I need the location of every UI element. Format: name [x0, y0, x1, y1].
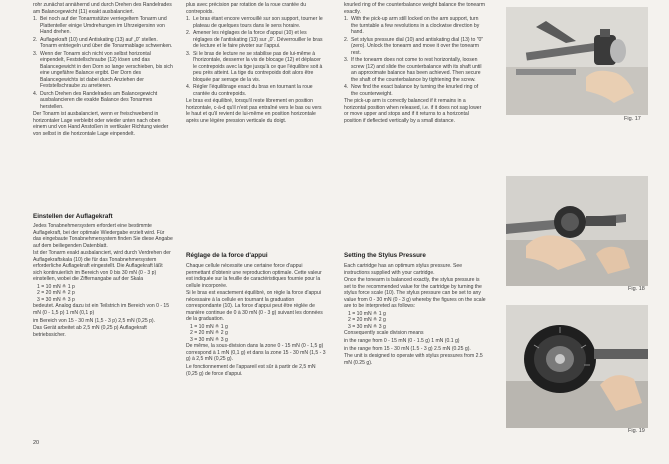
paragraph: in the range from 15 - 30 mN (1.5 - 3 g) 2.5 mN (0.25 g). — [344, 345, 471, 352]
paragraph: De même, la sous-division dans la zone 0 - 15 mN (0 - 1,5 g) correspond à 1 mN (0,1 g) et dans la zone 15 - 30 mN (1,5 - 3 g) à 2,5 mN (0,25 g). — [186, 343, 326, 363]
list-item: 4. Régler l'équilibrage exact du bras en tournant la roue crantée du contrepoids. — [186, 84, 313, 97]
paragraph: knurled ring of the counterbalance weight balance the tonearm exactly. — [344, 2, 486, 15]
balance-steps-list — [33, 16, 173, 110]
list-item: 4. Now find the exact balance by turning the knurled ring of the counterweight. — [344, 84, 479, 97]
counterweight-illustration — [506, 176, 648, 286]
scale-row: 1 = 10 mN ≙ 1 g — [348, 310, 386, 317]
paragraph: The unit is designed to operate with stylus pressures from 2.5 mN (0.25 g). — [344, 353, 483, 366]
paragraph: Chaque cellule nécessite une certaine force d'appui permettant d'obtenir une reproduction optimale. Cette valeur est indiquée sur la feuille de caractéristiques fournie pour la cellule incorporée. — [186, 263, 322, 289]
list-item: 1. Bei noch auf der Tonarmstütze verriegeltem Tonarm und Plattenteller einige Umdrehungen im Uhrzeigersinn von Hand drehen. — [33, 16, 167, 36]
scale-row: 3 = 30 mN ≙ 3 g — [348, 323, 386, 330]
balance-steps-list — [186, 16, 326, 97]
page-number: 20 — [33, 440, 40, 446]
scale-table — [186, 324, 326, 344]
list-item: 2. Set stylus pressure dial (10) and antiskating dial (13) to "0" (zero). Unlock the tonearm and move it over the tonearm rest. — [344, 36, 484, 56]
paragraph: Le bras est équilibré, lorsqu'il reste librement en position horizontale, c-à-d qu'il n'est pas entraîné vers le bas ou vers le haut et qu'il revient de lui-même en position horizontale après une légère pression verticale du doigt. — [186, 98, 322, 124]
french-stylus-section — [186, 263, 326, 378]
german-column — [33, 2, 173, 138]
paragraph: Each cartridge has an optimum stylus pressure. See instructions supplied with your cartridge. — [344, 263, 463, 276]
paragraph: in the range from 0 - 15 mN (0 - 1.5 g) 1 mN (0.1 g) — [344, 338, 460, 345]
figure-17-label: Fig. 17 — [624, 116, 641, 122]
list-item: 2. Amener les réglages de la force d'appui (10) et les réglages de l'antiskating (13) sur „0“. Déverrouiller le bras de lecture et le faire pivoter sur l'appui. — [186, 30, 323, 50]
paragraph: im Bereich von 15 - 30 mN (1,5 - 3 p) 2,5 mN (0,25 p). — [33, 317, 156, 324]
paragraph: Consequently scale division means — [344, 330, 424, 337]
figure-19-label: Fig. 19 — [628, 428, 645, 434]
list-item: 3. If the tonearm does not come to rest horizontally, loosen screw (12) and slide the counterbalance with its shaft until an approximate balance has been achieved. Then secure the shaft of the counterbalance by tightening the screw. — [344, 57, 482, 83]
paragraph: Jedes Tonabnehmersystem erfordert eine bestimmte Auflagekraft, bei der optimale Wiedergabe erzielt wird. Für das eingebaute Tonabnehmersystem finden Sie diese Angabe auf dem beiliegenden Datenblatt. — [33, 223, 173, 249]
figure-18-label: Fig. 18 — [628, 286, 645, 292]
english-stylus-section — [344, 263, 486, 368]
list-item: 1. With the pick-up arm still locked on the arm support, turn the turntable a few revolutions in a clockwise direction by hand. — [344, 16, 480, 36]
scale-row: 1 = 10 mN ≙ 1 p — [37, 283, 75, 290]
figure-17-photo — [506, 7, 648, 115]
scale-row: 2 = 20 mN ≙ 2 g — [348, 317, 386, 324]
paragraph: Ist der Tonarm exakt ausbalanciert, wird durch Verdrehen der Auflagekraftskala (10) die für das Tonabnehmersystem erforderliche Auflagekraft eingestellt. Die Auflagekraft läßt sich kontinuierlich im Bereich von 0 bis 30 mN (0 - 3 p) einstellen, wobei die Ziffernangabe auf der Skala — [33, 250, 171, 283]
scale-row: 2 = 20 mN ≙ 2 g — [190, 330, 228, 337]
list-item: 4. Durch Drehen des Randelrades am Balancegewicht ausbalancieren die exakte Balance des Tonarmes herstellen. — [33, 90, 158, 110]
section-heading: Einstellen der Auflagekraft — [33, 213, 113, 220]
french-column — [186, 2, 326, 125]
tonearm-unlock-illustration — [506, 7, 648, 115]
stylus-pressure-dial-illustration — [506, 305, 648, 428]
scale-row: 3 = 30 mN ≙ 3 g — [190, 336, 228, 343]
list-item: 2. Auflagekraft (10) und Antiskating (13) auf „0“ stellen. Tonarm entriegeln und über die Tonarmablage schwenken. — [33, 36, 173, 50]
scale-row: 3 = 30 mN ≙ 3 p — [37, 296, 75, 303]
balance-steps-list — [344, 16, 486, 97]
paragraph: Once the tonearm is balanced exactly, the stylus pressure is set to the recommended value for the cartridge by turning the stylus force scale (10). The stylus pressure can be set to any value from 0 - 30 mN (0 - 3 g) whereby the figures on the scale are to be interpreted as follows: — [344, 277, 486, 310]
section-heading: Réglage de la force d'appui — [186, 252, 268, 259]
paragraph: Der Tonarm ist ausbalanciert, wenn er freischwebend in horizontaler Lage verbleibt oder wieder unten nach oben einem und von Hand Anstoßen in vertikaler Richtung wieder von selbst in die horizontale Lage einpendelt. — [33, 111, 169, 137]
paragraph: The pick-up arm is correctly balanced if it remains in a horizontal position when released, i.e. if it does not sag lower or move upper and stops and if it returns to a horizontal position if deflected vertically by a small distance. — [344, 98, 482, 124]
scale-row: 2 = 20 mN ≙ 2 p — [37, 290, 75, 297]
paragraph: rohr zunächst annähernd und durch Drehen des Randelrades am Balancegewicht (11) exakt ausbalanciert. — [33, 2, 172, 15]
list-item: 1. Le bras étant encore verrouillé sur son support, tourner le plateau de quelques tours dans le sens horaire. — [186, 16, 323, 29]
scale-table — [344, 311, 486, 331]
paragraph: Le fonctionnement de l'appareil est sûr à partir de 2,5 mN (0,25 g) de force d'appui. — [186, 364, 316, 377]
figure-19-photo — [506, 305, 648, 428]
list-item: 3. Si le bras de lecture ne se stabilise pas de lui-même à l'horizontale, desserrer la vis de blocage (12) et déplacer le contrepoids avec la tige jusqu'à ce que l'équilibre soit à peu près atteint. La tige du contrepoids doit alors être bloquée par serrage de la vis. — [186, 50, 323, 83]
scale-table — [33, 284, 173, 304]
paragraph: plus avec précision par rotation de la roue crantée du contrepoids. — [186, 2, 307, 15]
german-stylus-section — [33, 223, 173, 339]
figure-18-photo — [506, 176, 648, 286]
paragraph: Das Gerät arbeitet ab 2,5 mN (0,25 p) Auflagekraft betriebssicher. — [33, 325, 147, 338]
scale-row: 1 = 10 mN ≙ 1 g — [190, 323, 228, 330]
section-heading: Setting the Stylus Pressure — [344, 252, 426, 259]
paragraph: bedeutet. Analog dazu ist ein Teilstrich im Bereich von 0 - 15 mN (0 - 1,5 p) 1 mN (0,1 p) — [33, 303, 170, 316]
english-column — [344, 2, 486, 125]
paragraph: Si le bras est exactement équilibré, on règle la force d'appui nécessaire à la cellule en tournant la graduation correspondante (10). La force d'appui peut être réglée de manière continue de 0 à 30 mN (0 - 3 g) suivant les données de la graduation. — [186, 290, 323, 323]
list-item: 3. Wenn der Tonarm sich nicht von selbst horizontal einpendelt, Feststellschraube (12) lösen und das Balancegewicht in den Dorn so lange verschieben, bis sich eine ungefähre Balance ergibt. Der Dorn des Balancegewichts ist dabei durch Anziehen der Feststellschraube zu arretieren. — [33, 50, 173, 90]
